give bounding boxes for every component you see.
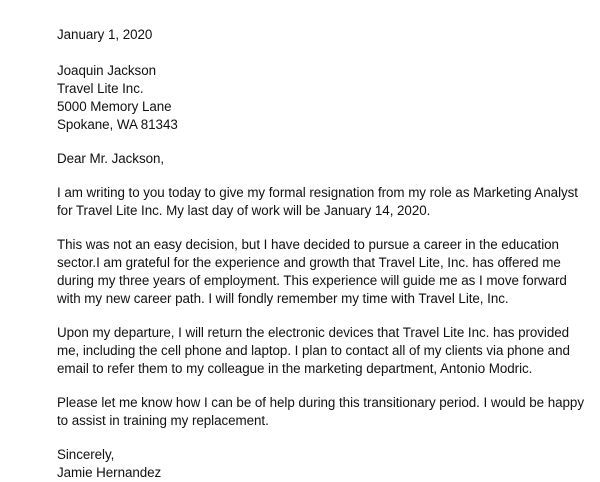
paragraph-line: sector.I am grateful for the experience and growth that Travel Lite, Inc. has offered me	[57, 255, 561, 270]
paragraph-offer-help	[57, 394, 593, 430]
spacer	[57, 44, 593, 62]
recipient-address	[57, 62, 593, 134]
spacer	[57, 430, 593, 446]
spacer	[57, 220, 593, 236]
recipient-city: Spokane, WA 81343	[57, 117, 178, 132]
spacer	[57, 168, 593, 184]
signature-name: Jamie Hernandez	[57, 465, 162, 480]
paragraph-line: me, including the cell phone and laptop. I plan to contact all of my clients via phone and	[57, 343, 570, 358]
recipient-company: Travel Lite Inc.	[57, 81, 144, 96]
spacer	[57, 378, 593, 394]
paragraph-line: with my new career path. I will fondly remember my time with Travel Lite, Inc.	[57, 291, 509, 306]
paragraph-resignation-notice	[57, 184, 593, 220]
paragraph-line: Upon my departure, I will return the electronic devices that Travel Lite Inc. has provided	[57, 325, 570, 340]
salutation: Dear Mr. Jackson,	[57, 151, 165, 166]
resignation-letter	[57, 26, 593, 482]
paragraph-line: for Travel Lite Inc. My last day of work will be January 14, 2020.	[57, 203, 431, 218]
letter-date: January 1, 2020	[57, 27, 153, 42]
spacer	[57, 308, 593, 324]
paragraph-line: Please let me know how I can be of help during this transitionary period. I would be happy	[57, 395, 584, 410]
recipient-name: Joaquin Jackson	[57, 63, 156, 78]
recipient-street: 5000 Memory Lane	[57, 99, 172, 114]
paragraph-line: This was not an easy decision, but I have decided to pursue a career in the education	[57, 237, 559, 252]
paragraph-line: to assist in training my replacement.	[57, 413, 269, 428]
paragraph-line: I am writing to you today to give my formal resignation from my role as Marketing Analyst	[57, 185, 578, 200]
closing: Sincerely,	[57, 447, 115, 462]
paragraph-handover	[57, 324, 593, 378]
spacer	[57, 134, 593, 150]
paragraph-line: during my three years of employment. This experience will guide me as I move forward	[57, 273, 567, 288]
paragraph-line: email to refer them to my colleague in the marketing department, Antonio Modric.	[57, 361, 533, 376]
paragraph-gratitude	[57, 236, 593, 308]
